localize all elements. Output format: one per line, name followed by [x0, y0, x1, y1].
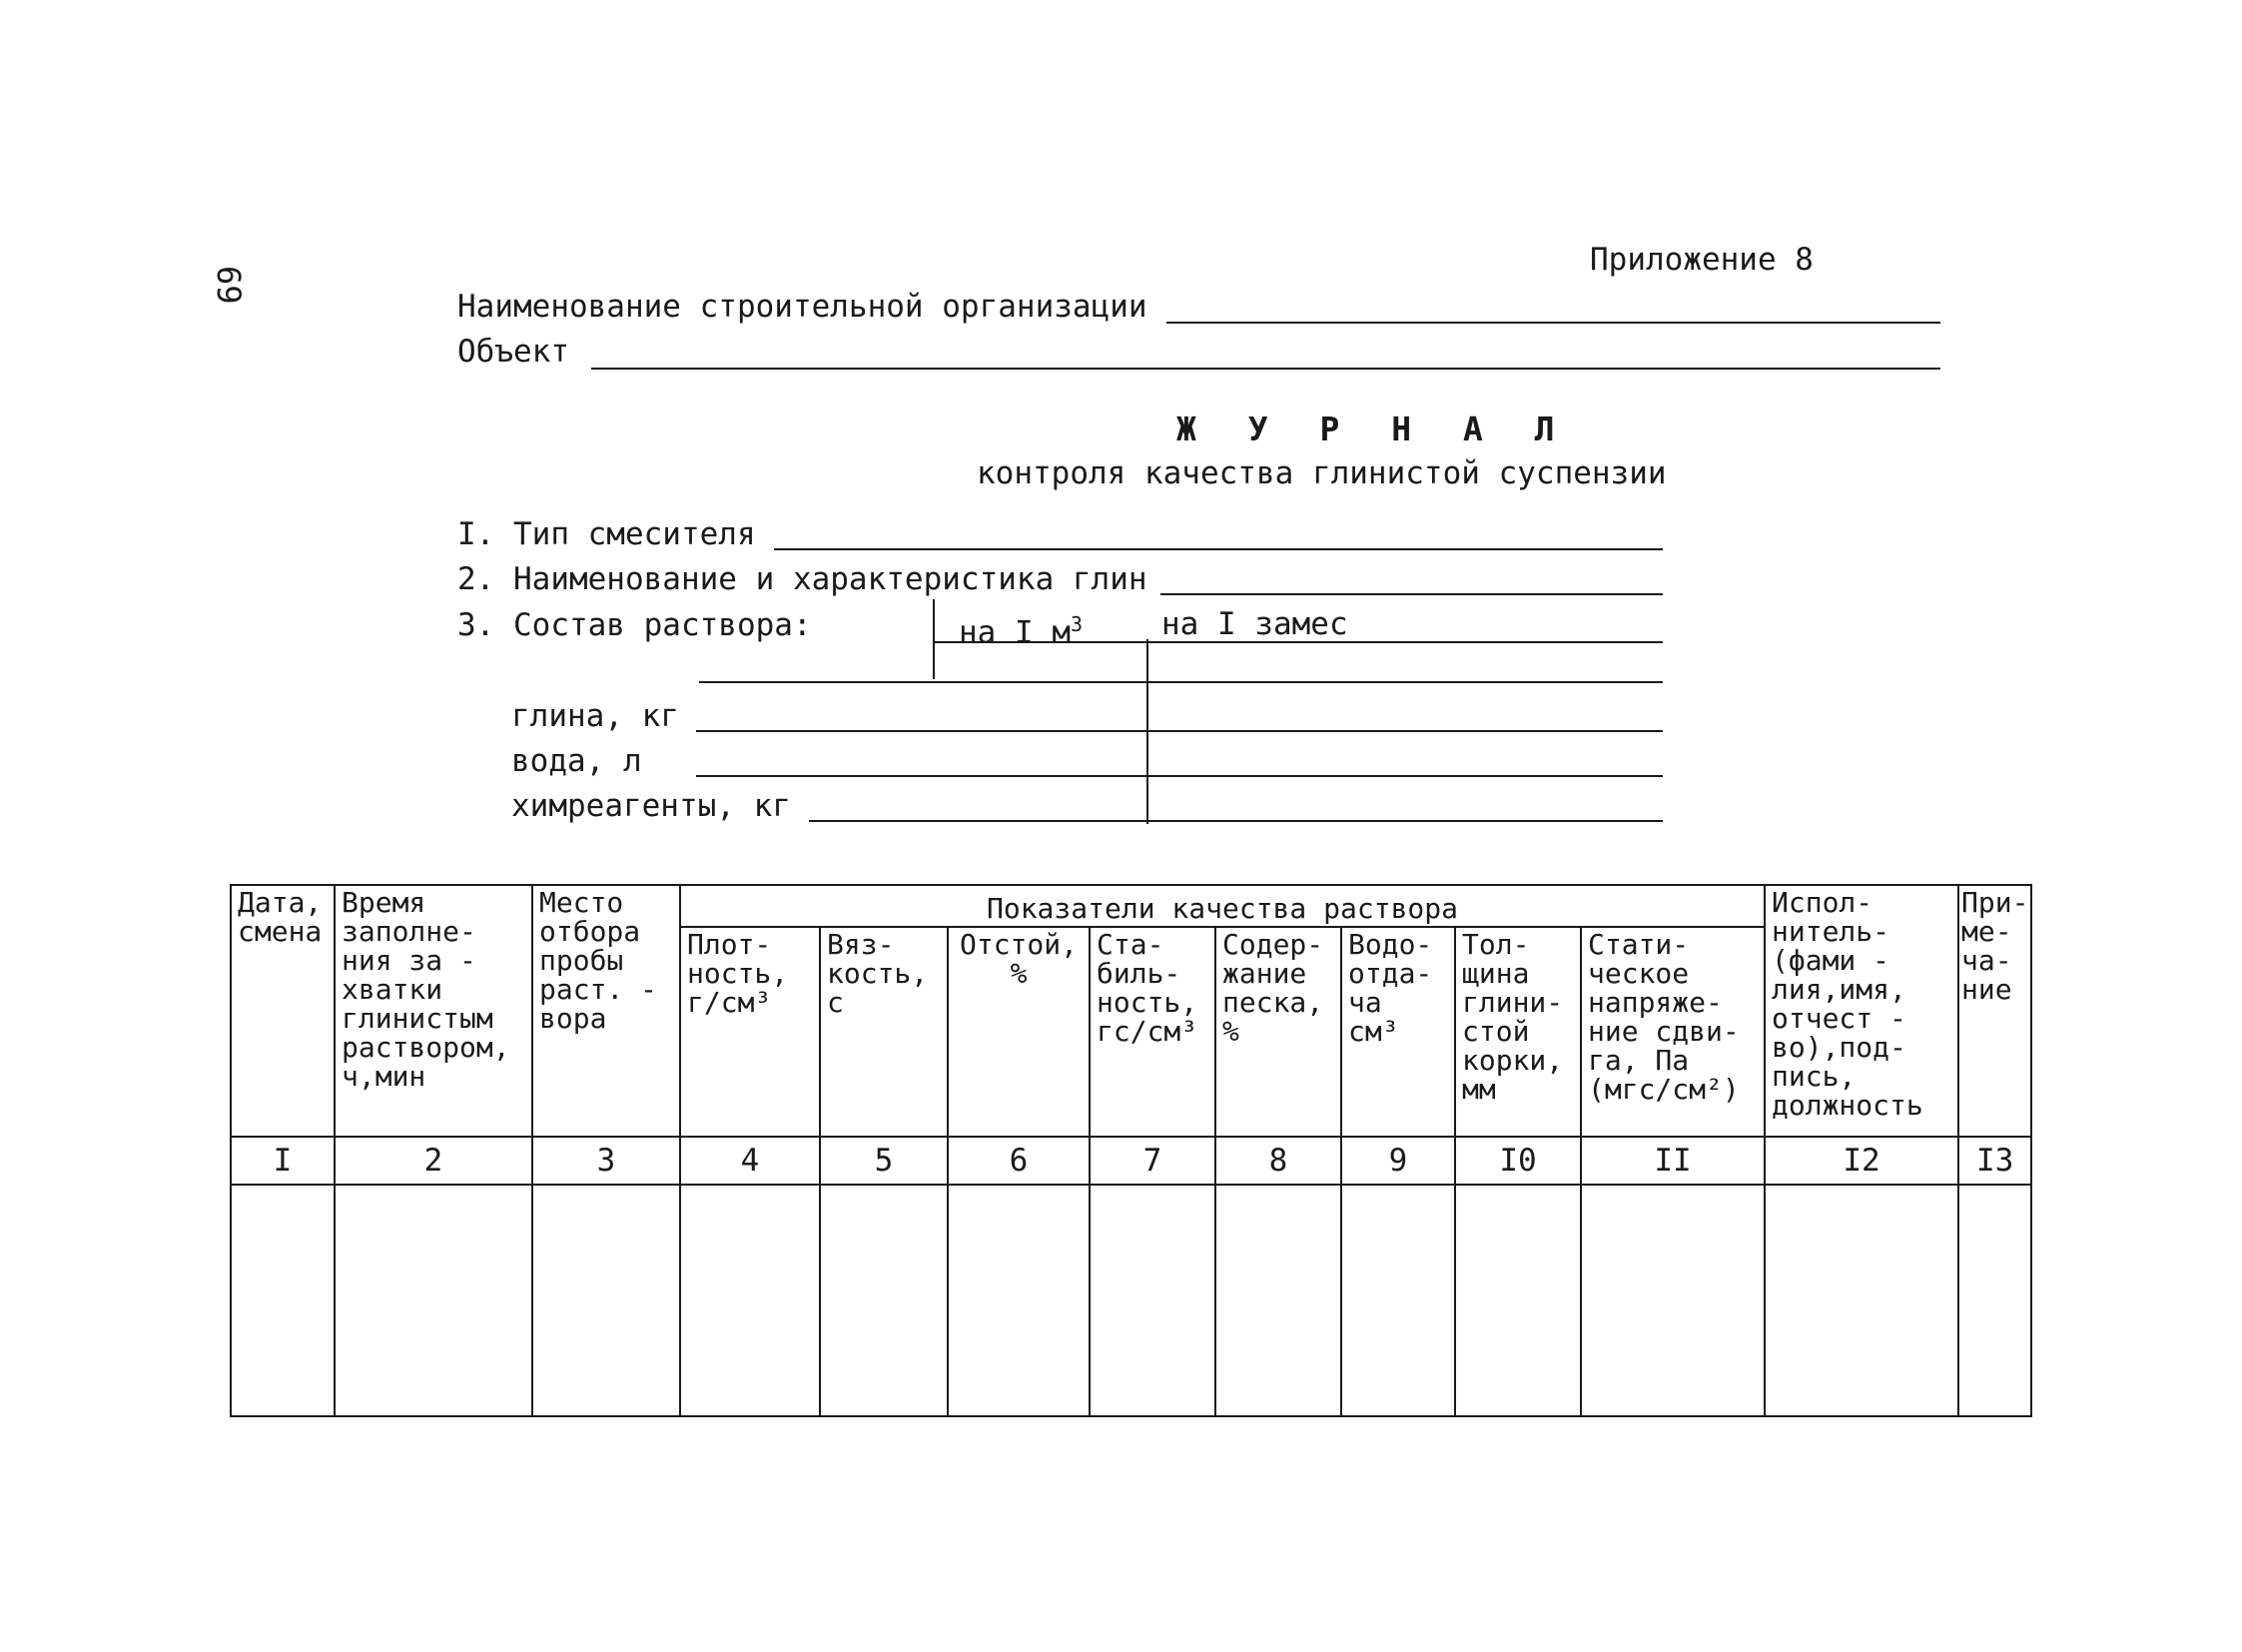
journal-table — [230, 884, 2032, 1417]
header-viscosity: Вяз- кость, с — [820, 927, 948, 1137]
header-sand: Содер- жание песка, % — [1215, 927, 1341, 1137]
clay-field-line — [1160, 593, 1663, 595]
row-chem-line — [809, 820, 1663, 822]
row-water: вода, л — [511, 743, 642, 779]
appendix-label: Приложение 8 — [1590, 242, 1814, 278]
entry-cell[interactable] — [335, 1185, 532, 1416]
entry-cell[interactable] — [820, 1185, 948, 1416]
header-fill-time: Время заполне- ния за - хватки глинистым раствором, ч,мин — [335, 885, 532, 1137]
comp-top-line — [699, 681, 1663, 683]
org-field-line — [1166, 322, 1940, 324]
item-composition: 3. Состав раствора: — [457, 607, 812, 643]
entry-cell[interactable] — [231, 1185, 335, 1416]
entry-cell[interactable] — [680, 1185, 820, 1416]
item-mixer: I. Тип смесителя — [457, 516, 756, 552]
row-clay-line — [696, 730, 1663, 732]
num-4: 4 — [680, 1137, 820, 1185]
org-label: Наименование строительной организации — [457, 289, 1147, 325]
num-10: I0 — [1455, 1137, 1581, 1185]
entry-cell[interactable] — [1765, 1185, 1958, 1416]
entry-row — [231, 1185, 2031, 1416]
header-stability: Ста- биль- ность, гс/см³ — [1090, 927, 1215, 1137]
col-per-batch: на I замес — [1161, 606, 1348, 642]
header-sample-place: Место отбора пробы раст. - вора — [532, 885, 680, 1137]
header-row-1 — [231, 885, 2031, 927]
header-shear: Стати- ческое напряже- ние сдви- га, Па (мгс/см²) — [1581, 927, 1765, 1137]
num-7: 7 — [1090, 1137, 1215, 1185]
object-label: Объект — [457, 334, 569, 370]
header-quality-group: Показатели качества раствора — [680, 885, 1765, 927]
mixer-field-line — [774, 548, 1663, 550]
num-3: 3 — [532, 1137, 680, 1185]
header-executor: Испол- нитель- (фами - лия,имя, отчест - во),под- пись, должность — [1765, 885, 1958, 1137]
col-per-m3-sup: 3 — [1070, 612, 1084, 636]
entry-cell[interactable] — [1581, 1185, 1765, 1416]
num-6: 6 — [948, 1137, 1090, 1185]
journal-subtitle: контроля качества глинистой суспензии — [977, 455, 1667, 491]
comp-header-line — [933, 641, 1663, 643]
header-water-loss: Водо- отда- ча см³ — [1341, 927, 1455, 1137]
num-11: II — [1581, 1137, 1765, 1185]
header-settling: Отстой, % — [948, 927, 1090, 1137]
entry-cell[interactable] — [532, 1185, 680, 1416]
num-12: I2 — [1765, 1137, 1958, 1185]
num-1: I — [231, 1137, 335, 1185]
row-water-line — [696, 775, 1663, 777]
object-field-line — [591, 368, 1940, 370]
header-density: Плот- ность, г/см³ — [680, 927, 820, 1137]
num-13: I3 — [1958, 1137, 2031, 1185]
entry-cell[interactable] — [1958, 1185, 2031, 1416]
entry-cell[interactable] — [1341, 1185, 1455, 1416]
row-clay: глина, кг — [511, 698, 679, 734]
num-9: 9 — [1341, 1137, 1455, 1185]
entry-cell[interactable] — [1090, 1185, 1215, 1416]
header-crust: Тол- щина глини- стой корки, мм — [1455, 927, 1581, 1137]
num-8: 8 — [1215, 1137, 1341, 1185]
col-per-m3-label: на I м — [959, 614, 1071, 651]
num-5: 5 — [820, 1137, 948, 1185]
header-note: При- ме- ча- ние — [1958, 885, 2031, 1137]
row-chem: химреагенты, кг — [511, 788, 791, 824]
comp-divider-left — [933, 599, 935, 679]
entry-cell[interactable] — [1455, 1185, 1581, 1416]
journal-title: Ж У Р Н А Л — [1176, 410, 1571, 448]
entry-cell[interactable] — [1215, 1185, 1341, 1416]
entry-cell[interactable] — [948, 1185, 1090, 1416]
header-date: Дата, смена — [231, 885, 335, 1137]
number-row — [231, 1137, 2031, 1185]
page-number: 69 — [210, 266, 248, 305]
item-clay: 2. Наименование и характеристика глин — [457, 561, 1147, 597]
num-2: 2 — [335, 1137, 532, 1185]
